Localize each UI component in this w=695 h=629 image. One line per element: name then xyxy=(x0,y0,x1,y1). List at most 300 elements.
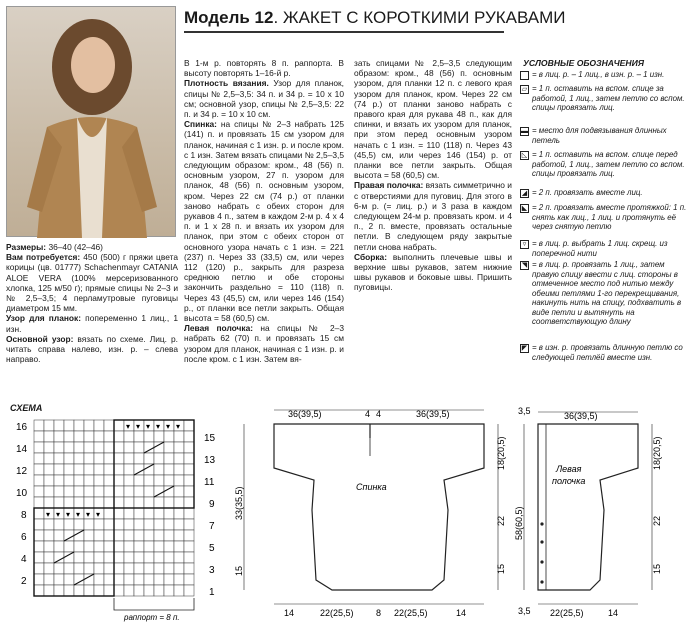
left-column-text xyxy=(6,242,178,364)
chart-cell xyxy=(104,519,114,530)
legend-item xyxy=(520,343,690,362)
chart-cell xyxy=(154,541,164,552)
button-mark-1 xyxy=(540,522,543,525)
chart-cell xyxy=(184,552,194,563)
chart-cell xyxy=(94,574,104,585)
chart-cell xyxy=(94,486,104,497)
chart-cell xyxy=(74,431,84,442)
chart-cell xyxy=(184,420,194,431)
front-bottom-c: 3,5 xyxy=(518,606,531,616)
chart-cell xyxy=(54,574,64,585)
row-num-6: 6 xyxy=(21,532,27,543)
chart-cell xyxy=(84,519,94,530)
legend-symbol-icon: ▱ xyxy=(521,86,528,93)
placket-label: Узор для планок: xyxy=(6,313,82,324)
chart-cell xyxy=(84,486,94,497)
chart-cell xyxy=(174,574,184,585)
right-dim-a: 18(20,5) xyxy=(496,436,506,470)
chart-cell xyxy=(94,453,104,464)
front-right-b: 22 xyxy=(652,515,662,526)
chart-cell xyxy=(34,464,44,475)
need-label: Вам потребуется: xyxy=(6,252,81,263)
chart-cell xyxy=(104,453,114,464)
chart-cell xyxy=(114,486,124,497)
chart-cell xyxy=(94,420,104,431)
chart-cell xyxy=(124,497,134,508)
chart-cell xyxy=(124,530,134,541)
chart-cell xyxy=(124,475,134,486)
right-dim-b: 22 xyxy=(496,515,506,526)
stitch-symbol-icon: ▾ xyxy=(76,510,81,519)
chart-cell xyxy=(84,563,94,574)
chart-cell xyxy=(94,464,104,475)
chart-cell xyxy=(34,453,44,464)
chart-cell xyxy=(54,453,64,464)
row-num-2: 2 xyxy=(21,576,27,587)
chart-cell xyxy=(44,574,54,585)
chart-cell xyxy=(124,552,134,563)
chart-cell xyxy=(184,475,194,486)
chart-cell xyxy=(164,552,174,563)
chart-cell xyxy=(84,431,94,442)
legend-text: = в лиц. р. выбрать 1 лиц. скрещ. из поперечной нити xyxy=(532,239,668,258)
bottom-dim-0: 14 xyxy=(284,608,295,618)
front-top-b: 36(39,5) xyxy=(564,411,598,421)
chart-cell xyxy=(144,541,154,552)
chart-cell xyxy=(44,497,54,508)
legend-symbol-icon: ◢ xyxy=(521,190,528,197)
chart-cell xyxy=(104,464,114,475)
chart-cell xyxy=(144,431,154,442)
row-num-11: 11 xyxy=(204,477,215,488)
main-pattern-label: Основной узор: xyxy=(6,333,74,344)
chart-cell xyxy=(54,519,64,530)
chart-cell xyxy=(174,453,184,464)
row-num-8: 8 xyxy=(21,510,27,521)
repeat-label: раппорт = 8 п. xyxy=(124,613,180,622)
chart-cell xyxy=(44,585,54,596)
legend-symbol-icon: ◣ xyxy=(521,205,528,212)
chart-cell xyxy=(54,497,64,508)
chart-cell xyxy=(154,464,164,475)
chart-cell xyxy=(44,530,54,541)
chart-cell xyxy=(54,486,64,497)
chart-cell xyxy=(174,508,184,519)
left-front-continued: зать спицами № 2,5–3,5 следующим образом: кром., 48 (56) п. основным узором, для планки 12 п. с левого края узором для планок, кром. Через 22 см (74 р.) от планки заново набрать с правого края для рукава 48 п., как для спинки, и вязать их узором для планок, при этом перед основным узором начать с 1 изн. = 110 (118) п. Через 43 (45,5) см, или через 146 (154) р. от планки все петли закрыть. Общая высота = 58 (60,5) см. xyxy=(354,58,512,181)
chart-cell xyxy=(44,563,54,574)
chart-cell xyxy=(54,541,64,552)
chart-cell xyxy=(174,585,184,596)
front-label-1: Левая xyxy=(556,464,582,474)
chart-cell xyxy=(154,519,164,530)
chart-cell xyxy=(154,475,164,486)
chart-cell xyxy=(114,563,124,574)
chart-cell xyxy=(184,519,194,530)
row-num-13: 13 xyxy=(204,455,216,466)
chart-cell xyxy=(154,453,164,464)
chart-cell xyxy=(94,431,104,442)
chart-cell xyxy=(134,508,144,519)
row-num-9: 9 xyxy=(209,499,215,510)
top-dim-left: 36(39,5) xyxy=(288,409,322,419)
chart-cell xyxy=(74,552,84,563)
chart-cell xyxy=(154,508,164,519)
chart-cell xyxy=(94,442,104,453)
legend-symbol-icon: ◤ xyxy=(521,345,528,352)
chart-cell xyxy=(54,420,64,431)
chart-cell xyxy=(34,519,44,530)
chart-cell xyxy=(124,442,134,453)
chart-cell xyxy=(94,585,104,596)
chart-cell xyxy=(154,574,164,585)
row-num-16: 16 xyxy=(16,422,28,433)
model-photo xyxy=(6,6,176,237)
chart-cell xyxy=(124,508,134,519)
title-rule xyxy=(184,31,504,33)
chart-cell xyxy=(94,552,104,563)
chart-cell xyxy=(174,563,184,574)
page-title xyxy=(184,8,566,28)
chart-cell xyxy=(114,508,124,519)
chart-cell xyxy=(144,519,154,530)
chart-cell xyxy=(154,497,164,508)
chart-cell xyxy=(184,574,194,585)
chart-cell xyxy=(84,530,94,541)
chart-cell xyxy=(174,431,184,442)
chart-cell xyxy=(104,563,114,574)
bottom-dim-3: 22(25,5) xyxy=(394,608,428,618)
chart-cell xyxy=(104,486,114,497)
chart-cell xyxy=(84,420,94,431)
title-text: . ЖАКЕТ С КОРОТКИМИ РУКАВАМИ xyxy=(273,8,566,27)
chart-cell xyxy=(154,530,164,541)
chart-cell xyxy=(74,486,84,497)
chart-cell xyxy=(64,486,74,497)
chart-cell xyxy=(34,530,44,541)
chart-cell xyxy=(144,442,154,453)
chart-cell xyxy=(124,486,134,497)
chart-cell xyxy=(184,486,194,497)
stitch-symbol-icon: ▾ xyxy=(136,422,141,431)
top-dim-mid-b: 4 xyxy=(376,409,382,419)
stitch-symbol-icon: ▾ xyxy=(86,510,91,519)
chart-cell xyxy=(114,530,124,541)
chart-cell xyxy=(144,486,154,497)
chart-cell xyxy=(54,552,64,563)
chart-cell xyxy=(64,442,74,453)
chart-cell xyxy=(34,442,44,453)
row-num-1: 1 xyxy=(209,587,215,598)
stitch-symbol-icon: ▾ xyxy=(166,422,171,431)
chart-cell xyxy=(74,420,84,431)
chart-cell xyxy=(54,442,64,453)
front-outline xyxy=(538,424,638,590)
chart-cell xyxy=(74,530,84,541)
chart-cell xyxy=(34,431,44,442)
chart-cell xyxy=(164,453,174,464)
chart-cell xyxy=(104,530,114,541)
chart-cell xyxy=(64,464,74,475)
chart-cell xyxy=(114,585,124,596)
chart-cell xyxy=(104,585,114,596)
chart-cell xyxy=(64,453,74,464)
legend-item xyxy=(520,188,690,198)
chart-cell xyxy=(144,464,154,475)
chart-cell xyxy=(174,486,184,497)
chart-cell xyxy=(174,541,184,552)
chart-cell xyxy=(134,475,144,486)
chart-cell xyxy=(164,464,174,475)
chart-cell xyxy=(104,552,114,563)
right-front-label: Правая полочка: xyxy=(354,180,424,191)
chart-cell xyxy=(104,508,114,519)
stitch-symbol-icon: ▾ xyxy=(156,422,161,431)
chart-cell xyxy=(54,464,64,475)
chart-cell xyxy=(94,563,104,574)
chart-cell xyxy=(104,497,114,508)
chart-cell xyxy=(114,431,124,442)
legend-item xyxy=(520,239,690,258)
chart-cell xyxy=(54,431,64,442)
legend-text: = в лиц. р. – 1 лиц., в изн. р. – 1 изн. xyxy=(532,70,665,79)
chart-cell xyxy=(164,563,174,574)
chart-cell xyxy=(84,585,94,596)
chart-cell xyxy=(124,585,134,596)
chart-cell xyxy=(44,519,54,530)
chart-cell xyxy=(154,563,164,574)
chart-cell xyxy=(84,442,94,453)
chart-cell xyxy=(134,585,144,596)
chart-cell xyxy=(74,453,84,464)
chart-cell xyxy=(44,464,54,475)
chart-cell xyxy=(44,552,54,563)
chart-cell xyxy=(104,442,114,453)
front-bottom-a: 22(25,5) xyxy=(550,608,584,618)
need-text: 450 (500) г пряжи цвета корицы (цв. 01777) Schachenmayr CATANIA ALOE VERA (100% мерсеризованного хлопка, 125 м/50 г); прямые спицы № 2–3 и № 2,5–3,5; 4 перламутровые пуговицы диаметром 15 мм. xyxy=(6,252,178,314)
button-mark-2 xyxy=(540,540,543,543)
legend-text: = в лиц. р. провязать 1 лиц., затем правую спицу ввести с лиц. стороны в отмеченное место под нитью между обеими петлями 1-го перекрещивания, накинуть нить на спицу, подхватить в виде петли и вытянуть на соответствующую длину xyxy=(532,260,682,326)
front-label-2: полочка xyxy=(552,476,586,486)
density-label: Плотность вязания. xyxy=(184,78,269,89)
chart-cell xyxy=(114,420,124,431)
chart-cell xyxy=(144,563,154,574)
chart-cell xyxy=(114,541,124,552)
chart-cell xyxy=(34,508,44,519)
chart-cell xyxy=(124,464,134,475)
chart-cell xyxy=(64,552,74,563)
model-number: Модель 12 xyxy=(184,8,274,27)
front-bottom-b: 14 xyxy=(608,608,619,618)
chart-cell xyxy=(174,442,184,453)
right-front-text: вязать симметрично и с отверстиями для пуговиц. Для этого в 6-м р. (= лиц. р.) и 3 раза в каждом следующем 24-м р. провязать кром. и 4 п., 2 п. вместе, провязать остальные петли. В следующем ряду закрытые петли снова набрать. xyxy=(354,180,512,252)
chart-cell xyxy=(164,431,174,442)
chart-cell xyxy=(154,486,164,497)
chart-cell xyxy=(44,442,54,453)
chart-cell xyxy=(134,574,144,585)
top-dim-right: 36(39,5) xyxy=(416,409,450,419)
top-dim-mid-a: 4 xyxy=(365,409,371,419)
button-mark-3 xyxy=(540,560,543,563)
placket-text: попеременно 1 лиц., 1 изн. xyxy=(6,313,178,334)
chart-cell xyxy=(84,453,94,464)
chart-cell xyxy=(44,475,54,486)
chart-cell xyxy=(34,574,44,585)
chart-cell xyxy=(34,420,44,431)
chart-cell xyxy=(54,530,64,541)
back-drawing xyxy=(232,400,516,626)
stitch-symbol-icon: ▾ xyxy=(146,422,151,431)
chart-cell xyxy=(144,552,154,563)
chart-cell xyxy=(164,475,174,486)
chart-cell xyxy=(134,464,144,475)
back-outline xyxy=(274,424,484,590)
chart-cell xyxy=(84,464,94,475)
legend-symbol-icon: ◥ xyxy=(521,262,528,269)
chart-cell xyxy=(174,497,184,508)
left-front-drawing xyxy=(514,400,690,626)
chart-cell xyxy=(64,585,74,596)
chart-cell xyxy=(44,486,54,497)
row-num-12: 12 xyxy=(16,466,28,477)
chart-cell xyxy=(144,530,154,541)
chart-cell xyxy=(94,530,104,541)
instructions-column-3 xyxy=(354,58,512,293)
row-num-5: 5 xyxy=(209,543,215,554)
chart-cell xyxy=(64,497,74,508)
chart-cell xyxy=(44,420,54,431)
chart-cell xyxy=(164,497,174,508)
chart-cell xyxy=(114,519,124,530)
chart-cell xyxy=(174,475,184,486)
chart-cell xyxy=(164,530,174,541)
chart-cell xyxy=(34,563,44,574)
chart-cell xyxy=(74,585,84,596)
chart-cell xyxy=(114,475,124,486)
chart-cell xyxy=(94,541,104,552)
chart-cell xyxy=(114,552,124,563)
chart-cell xyxy=(104,475,114,486)
chart-cell xyxy=(174,530,184,541)
repeat-text: В 1-м р. повторять 8 п. раппорта. В высоту повторять 1–16-й р. xyxy=(184,58,344,79)
front-top-a: 3,5 xyxy=(518,406,531,416)
stitch-symbol-icon: ▾ xyxy=(126,422,131,431)
instructions-column-2 xyxy=(184,58,344,364)
chart-cell xyxy=(124,431,134,442)
chart-cell xyxy=(74,442,84,453)
legend-item xyxy=(520,84,690,113)
chart-cell xyxy=(74,541,84,552)
legend-text: = 1 п. оставить на вспом. спице перед работой, 1 лиц., затем петлю со вспом. спицы провязать лиц. xyxy=(532,150,685,178)
chart-cell xyxy=(84,574,94,585)
chart-cell xyxy=(64,530,74,541)
chart-cell xyxy=(134,563,144,574)
chart-cell xyxy=(84,541,94,552)
schema-title: СХЕМА xyxy=(10,403,43,413)
chart-cell xyxy=(164,585,174,596)
chart-cell xyxy=(44,431,54,442)
chart-cell xyxy=(124,541,134,552)
stitch-symbol-icon: ▾ xyxy=(66,510,71,519)
chart-cell xyxy=(144,508,154,519)
front-right-a: 18(20,5) xyxy=(652,436,662,470)
bottom-dim-4: 14 xyxy=(456,608,467,618)
left-front-label: Левая полочка: xyxy=(184,323,254,334)
chart-cell xyxy=(154,585,164,596)
chart-cell xyxy=(104,420,114,431)
chart-cell xyxy=(134,497,144,508)
legend-text: = 1 п. оставить на вспом. спице за работой, 1 лиц., затем петлю со вспом. спицы провязать лиц. xyxy=(532,84,685,112)
chart-cell xyxy=(134,519,144,530)
row-num-3: 3 xyxy=(209,565,215,576)
chart-cell xyxy=(134,530,144,541)
chart-cell xyxy=(174,464,184,475)
chart-cell xyxy=(44,541,54,552)
legend-symbol-icon: ▿ xyxy=(520,240,529,249)
main-pattern-text: вязать по схеме. Лиц. р. читать справа налево, изн. р. – слева направо. xyxy=(6,333,178,365)
chart-cell xyxy=(134,552,144,563)
chart-cell xyxy=(184,508,194,519)
chart-cell xyxy=(144,475,154,486)
chart-cell xyxy=(114,453,124,464)
chart-cell xyxy=(64,431,74,442)
chart-cell xyxy=(74,519,84,530)
chart-cell xyxy=(64,574,74,585)
chart-cell xyxy=(124,574,134,585)
chart-cell xyxy=(54,475,64,486)
chart-cell xyxy=(64,541,74,552)
chart-cell xyxy=(134,442,144,453)
chart-cell xyxy=(164,519,174,530)
chart-cell xyxy=(164,508,174,519)
chart-cell xyxy=(74,574,84,585)
chart-cell xyxy=(184,442,194,453)
stitch-symbol-icon: ▾ xyxy=(96,510,101,519)
legend-text: = 2 п. провязать вместе лиц. xyxy=(532,188,643,197)
chart-cell xyxy=(174,552,184,563)
chart-cell xyxy=(184,453,194,464)
right-dim-c: 15 xyxy=(496,563,506,574)
chart-cell xyxy=(74,497,84,508)
row-num-10: 10 xyxy=(16,488,28,499)
chart-cell xyxy=(144,497,154,508)
stitch-symbol-icon: ▾ xyxy=(46,510,51,519)
sizes-text: 36–40 (42–46) xyxy=(48,242,103,252)
chart-cell xyxy=(134,453,144,464)
chart-cell xyxy=(84,497,94,508)
chart-cell xyxy=(94,497,104,508)
row-num-4: 4 xyxy=(21,554,27,565)
chart-cell xyxy=(64,519,74,530)
chart-cell xyxy=(34,552,44,563)
legend-item xyxy=(520,70,690,80)
chart-cell xyxy=(64,420,74,431)
chart-cell xyxy=(184,585,194,596)
chart-cell xyxy=(84,552,94,563)
chart-cell xyxy=(64,475,74,486)
chart-cell xyxy=(94,519,104,530)
legend-item xyxy=(520,260,690,327)
chart-cell xyxy=(34,497,44,508)
chart-cell xyxy=(74,563,84,574)
stitch-symbol-icon: ▾ xyxy=(56,510,61,519)
chart-cell xyxy=(114,497,124,508)
row-num-7: 7 xyxy=(209,521,215,532)
button-mark-4 xyxy=(540,580,543,583)
legend-symbol-icon: ▬ xyxy=(521,128,528,135)
chart-cell xyxy=(164,486,174,497)
chart-cell xyxy=(54,585,64,596)
assembly-label: Сборка: xyxy=(354,251,387,262)
